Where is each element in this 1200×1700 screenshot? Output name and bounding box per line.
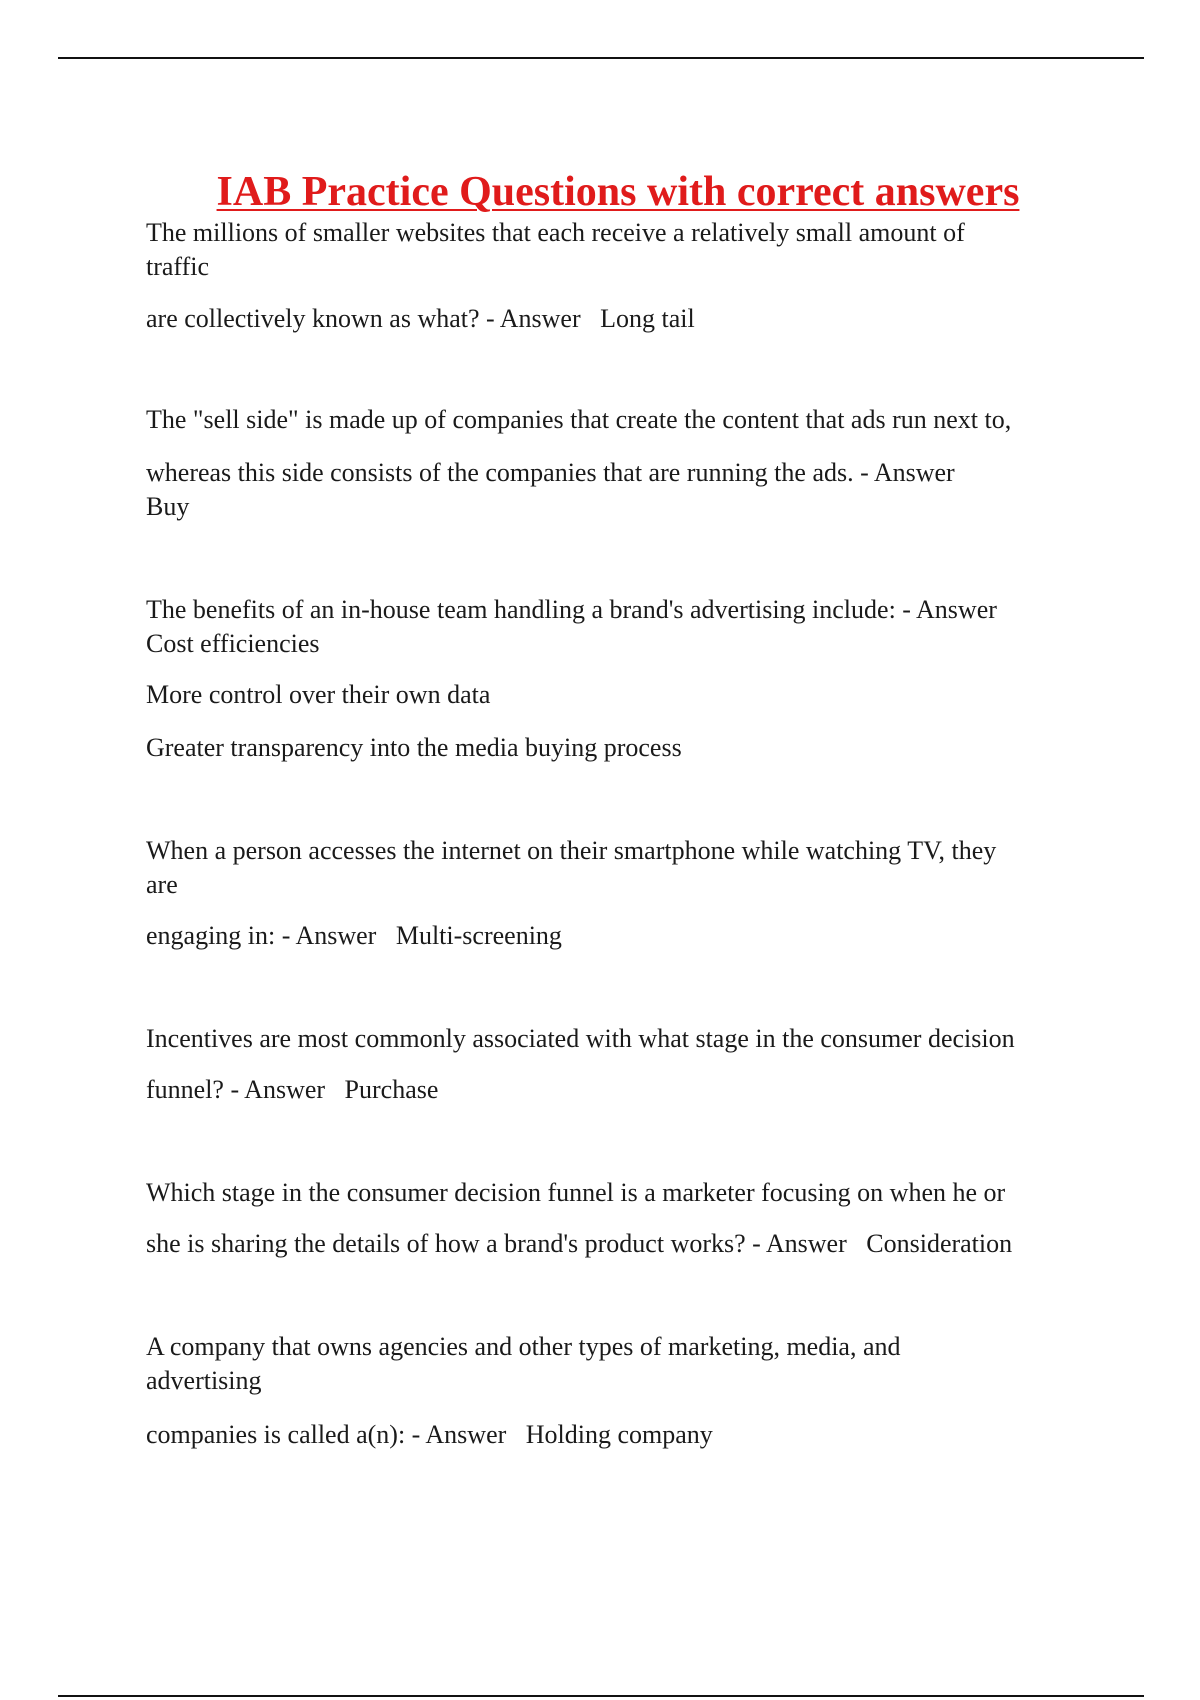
qa-2-line-2: whereas this side consists of the companies that are running the ads. - Answer: [146, 458, 955, 487]
qa-4-line-2: are: [146, 870, 178, 899]
qa-4-line-3: engaging in: - Answer Multi-screening: [146, 921, 562, 950]
qa-5-line-2: funnel? - Answer Purchase: [146, 1075, 439, 1104]
qa-6-line-2: she is sharing the details of how a brand's product works? - Answer Consideration: [146, 1229, 1013, 1258]
qa-3-line-3: More control over their own data: [146, 680, 491, 709]
qa-3-line-2: Cost efficiencies: [146, 629, 320, 658]
top-rule: [58, 57, 1144, 59]
qa-4-line-1: When a person accesses the internet on their smartphone while watching TV, they: [146, 836, 997, 865]
qa-1-line-3: are collectively known as what? - Answer Long tail: [146, 304, 695, 333]
qa-2-line-3: Buy: [146, 492, 190, 521]
qa-6-line-1: Which stage in the consumer decision funnel is a marketer focusing on when he or: [146, 1178, 1006, 1207]
qa-1-line-1: The millions of smaller websites that each receive a relatively small amount of: [146, 218, 965, 247]
qa-3-line-1: The benefits of an in-house team handling a brand's advertising include: - Answer: [146, 595, 997, 624]
qa-2-line-1: The "sell side" is made up of companies that create the content that ads run next to,: [146, 405, 1012, 434]
qa-1-line-2: traffic: [146, 252, 210, 281]
qa-3-line-4: Greater transparency into the media buying process: [146, 733, 682, 762]
qa-7-line-2: advertising: [146, 1366, 262, 1395]
qa-7-line-1: A company that owns agencies and other types of marketing, media, and: [146, 1332, 901, 1361]
document-title: IAB Practice Questions with correct answers: [216, 169, 1020, 216]
qa-7-line-3: companies is called a(n): - Answer Holding company: [146, 1420, 713, 1449]
bottom-rule: [58, 1695, 1144, 1697]
qa-5-line-1: Incentives are most commonly associated with what stage in the consumer decision: [146, 1024, 1015, 1053]
